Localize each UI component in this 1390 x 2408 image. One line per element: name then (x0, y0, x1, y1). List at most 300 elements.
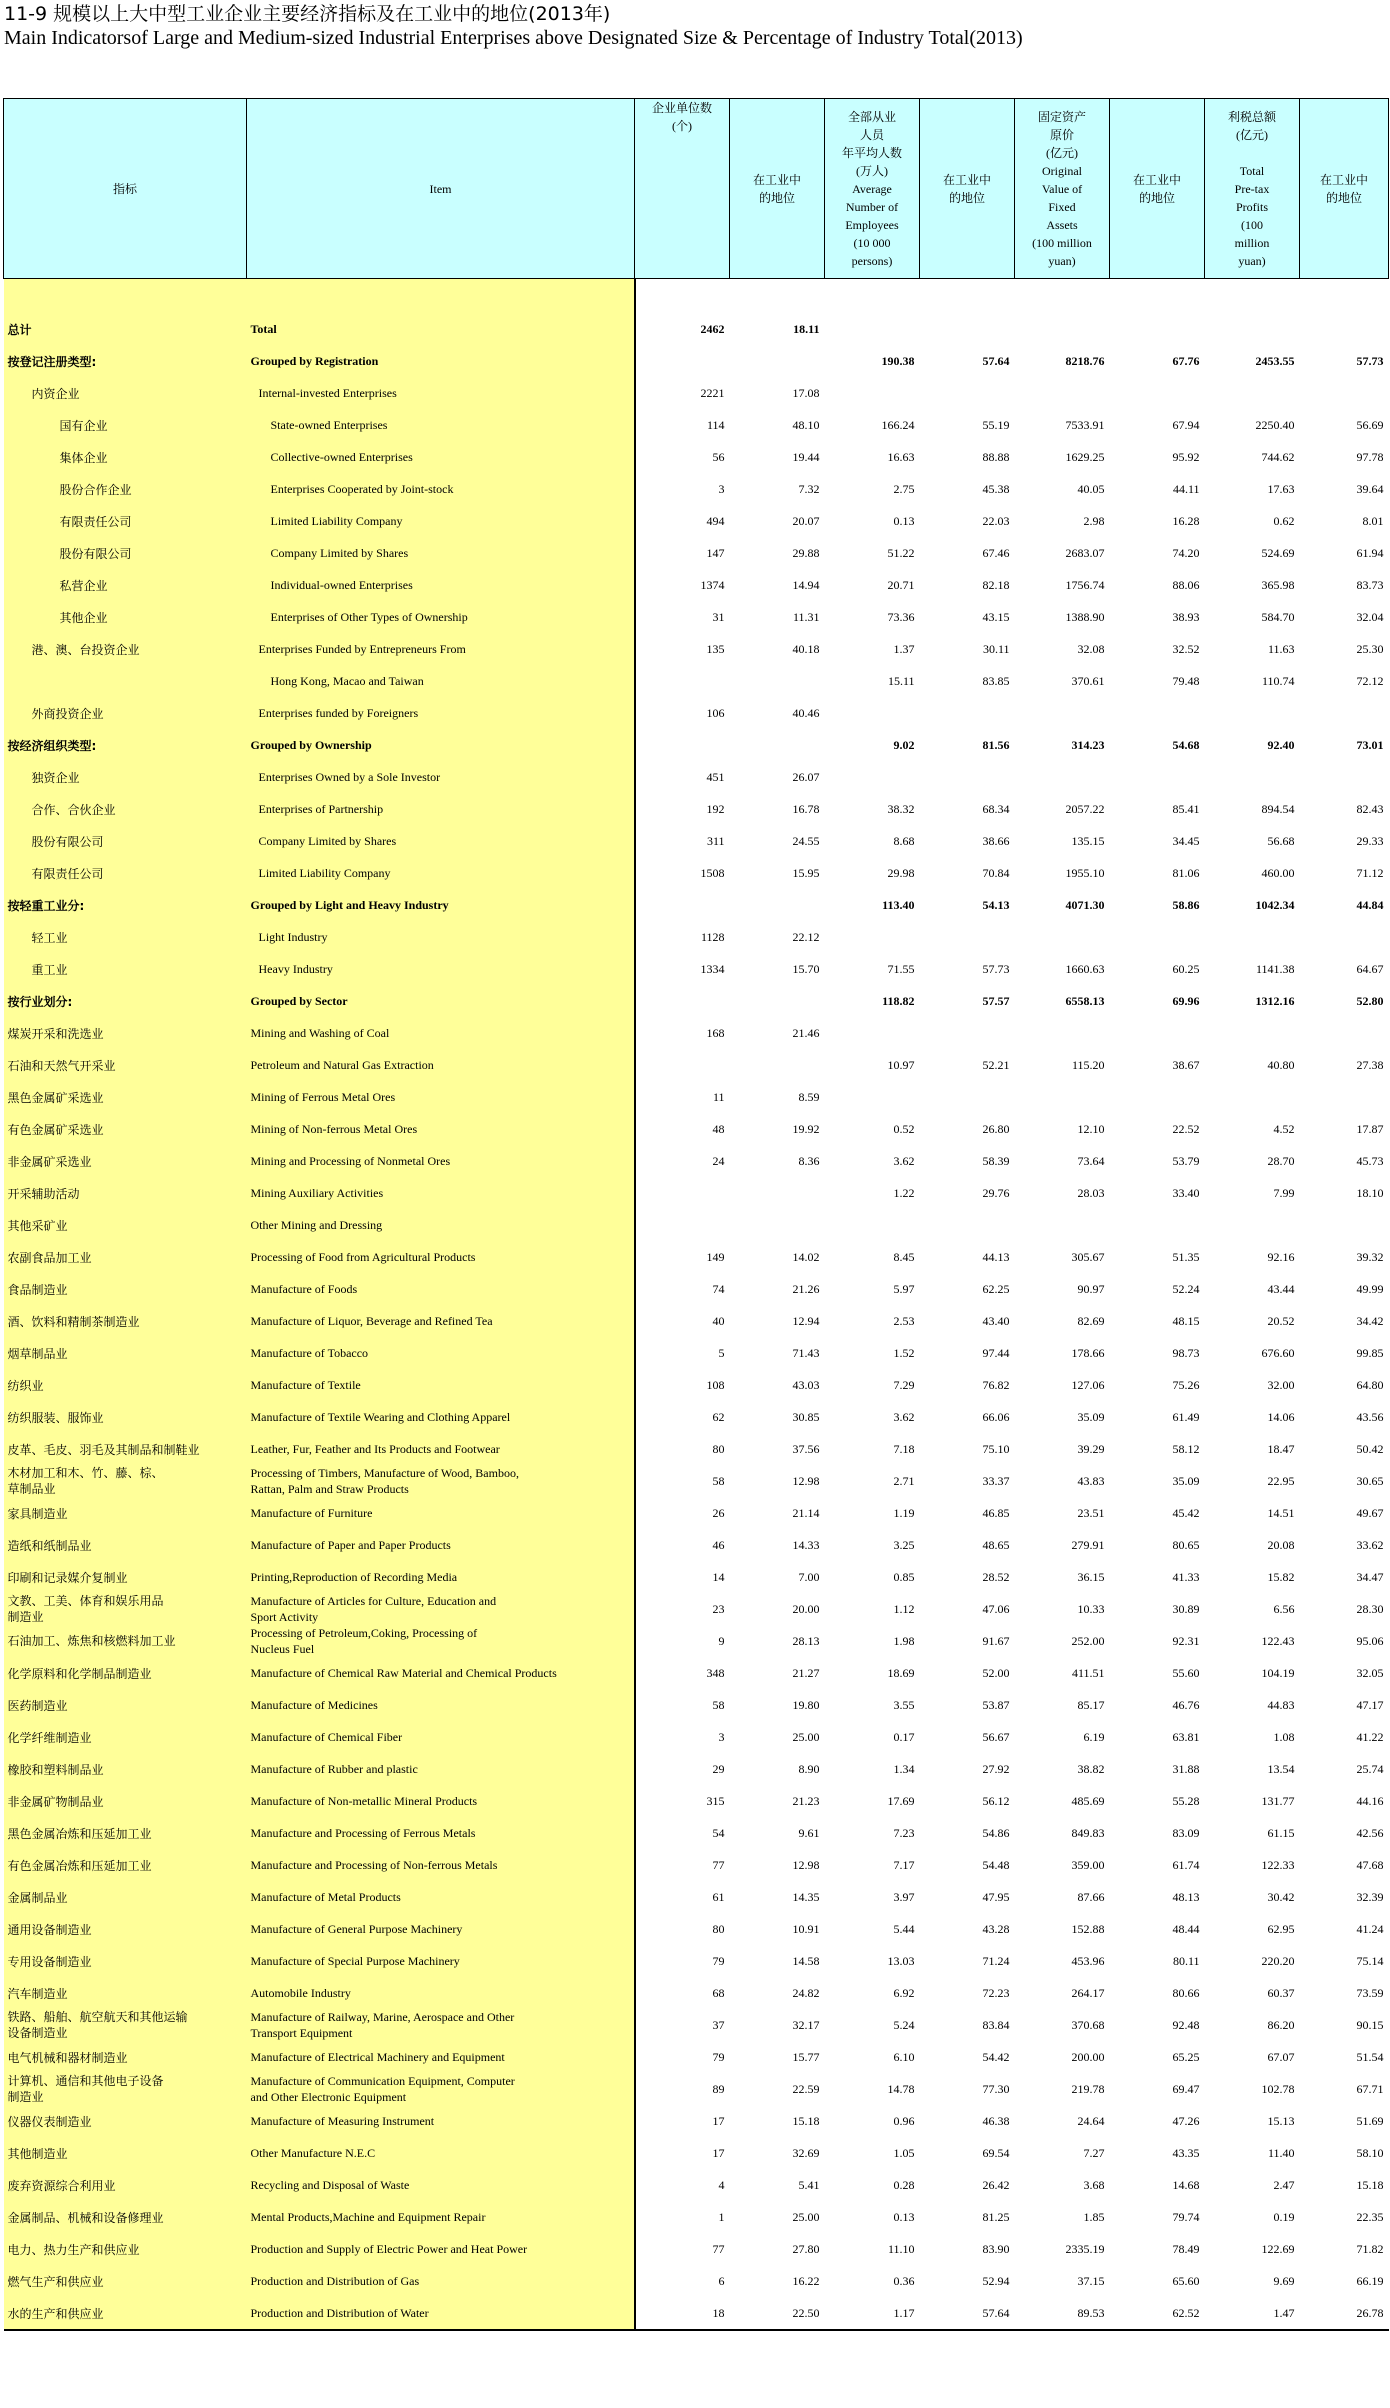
row-label-cn: 食品制造业 (4, 1273, 247, 1305)
row-value: 15.18 (792, 2113, 820, 2128)
row-value: 10.97 (887, 1057, 915, 1072)
row-value: 18.10 (1356, 1185, 1384, 1200)
row-value: 43.40 (982, 1313, 1010, 1328)
row-label-en: Manufacture of Measuring Instrument (247, 2105, 635, 2137)
row-value: 43.28 (982, 1921, 1010, 1936)
table-row (4, 1977, 1389, 2009)
row-value: 1.08 (1273, 1729, 1295, 1744)
row-value: 0.17 (893, 1729, 915, 1744)
row-value: 58 (712, 1697, 725, 1712)
row-value: 0.52 (893, 1121, 915, 1136)
row-value: 131.77 (1261, 1793, 1295, 1808)
row-value: 38.67 (1172, 1057, 1200, 1072)
row-label-cn: 金属制品、机械和设备修理业 (4, 2201, 247, 2233)
row-value: 9.61 (798, 1825, 820, 1840)
row-label-en: Company Limited by Shares (247, 537, 635, 569)
row-value: 17.08 (792, 385, 820, 400)
row-value: 3.62 (893, 1153, 915, 1168)
row-value: 44.16 (1356, 1793, 1384, 1808)
row-label-cn: 印刷和记录媒介复制业 (4, 1561, 247, 1593)
row-value: 14.68 (1172, 2177, 1200, 2192)
row-value (635, 1049, 730, 1081)
row-value: 0.96 (893, 2113, 915, 2128)
row-value: 3.25 (893, 1537, 915, 1552)
row-label-en: Manufacture of Chemical Fiber (247, 1721, 635, 1753)
row-value: 1955.10 (1065, 865, 1105, 880)
row-label-en: Leather, Fur, Feather and Its Products and Footwear (247, 1433, 635, 1465)
table-row (4, 601, 1389, 633)
row-value (825, 377, 920, 409)
row-value (920, 1017, 1015, 1049)
row-value (825, 313, 920, 345)
row-value: 45.38 (982, 481, 1010, 496)
row-value (1015, 313, 1110, 345)
row-label-cn: 煤炭开采和洗选业 (4, 1017, 247, 1049)
row-value: 0.13 (893, 2209, 915, 2224)
row-value: 40.18 (792, 641, 820, 656)
row-value: 14.35 (792, 1889, 820, 1904)
row-value: 80 (712, 1441, 725, 1456)
row-label-cn: 石油加工、炼焦和核燃料加工业 (4, 1625, 247, 1657)
row-value: 29.33 (1356, 833, 1384, 848)
row-value: 69.96 (1172, 993, 1200, 1008)
table-row (4, 1561, 1389, 1593)
row-value (1110, 313, 1205, 345)
row-value: 21.23 (792, 1793, 820, 1808)
row-value: 40.05 (1077, 481, 1105, 496)
header-item-en-text: Item (429, 181, 452, 196)
row-value: 1374 (700, 577, 725, 592)
row-label-cn: 内资企业 (4, 377, 247, 409)
row-label-en: Manufacture of Paper and Paper Products (247, 1529, 635, 1561)
table-row (4, 1785, 1389, 1817)
row-value: 62.95 (1267, 1921, 1295, 1936)
row-value: 77 (712, 1857, 725, 1872)
row-value: 90.97 (1077, 1281, 1105, 1296)
row-value (920, 761, 1015, 793)
row-value: 279.91 (1071, 1537, 1105, 1552)
row-value: 75.26 (1172, 1377, 1200, 1392)
row-value (920, 697, 1015, 729)
row-value: 37.56 (792, 1441, 820, 1456)
table-row (4, 1721, 1389, 1753)
row-value: 370.68 (1071, 2017, 1105, 2032)
row-label-cn: 非金属矿采选业 (4, 1145, 247, 1177)
row-value: 79 (712, 1953, 725, 1968)
row-value: 1 (718, 2209, 725, 2224)
row-label-cn: 造纸和纸制品业 (4, 1529, 247, 1561)
row-value: 81.56 (982, 737, 1010, 752)
row-value: 82.69 (1077, 1313, 1105, 1328)
table-row (4, 1465, 1389, 1497)
row-value: 36.15 (1077, 1569, 1105, 1584)
row-value: 3 (718, 1729, 725, 1744)
page-title-en: Main Indicatorsof Large and Medium-sized Industrial Enterprises above Designated Size & Percentage of Industry Total(2013) (4, 27, 1023, 49)
row-value (1015, 921, 1110, 953)
table-row (4, 1337, 1389, 1369)
row-value: 86.20 (1267, 2017, 1295, 2032)
row-value: 2683.07 (1065, 545, 1105, 560)
row-label-en: Production and Distribution of Gas (247, 2265, 635, 2297)
row-value: 147 (706, 545, 725, 560)
page-header (0, 0, 1390, 50)
row-label-en: Manufacture of Textile Wearing and Clothing Apparel (247, 1401, 635, 1433)
row-value: 0.13 (893, 513, 915, 528)
row-label-cn: 有色金属冶炼和压延加工业 (4, 1849, 247, 1881)
row-value: 7.23 (893, 1825, 915, 1840)
row-value: 22.03 (982, 513, 1010, 528)
row-label-en: Enterprises of Partnership (247, 793, 635, 825)
row-value: 14.06 (1267, 1409, 1295, 1424)
row-value: 10.91 (792, 1921, 820, 1936)
row-value: 12.98 (792, 1473, 820, 1488)
row-value: 315 (706, 1793, 725, 1808)
row-label-cn: 农副食品加工业 (4, 1241, 247, 1273)
row-value: 29.88 (792, 545, 820, 560)
row-value: 11.10 (887, 2241, 915, 2256)
row-value: 30.65 (1356, 1473, 1384, 1488)
row-value: 83.85 (982, 673, 1010, 688)
table-row (4, 441, 1389, 473)
row-value: 20.00 (792, 1601, 820, 1616)
row-label-en: Manufacture of Furniture (247, 1497, 635, 1529)
row-label-en: Manufacture of Tobacco (247, 1337, 635, 1369)
row-value (635, 1209, 730, 1241)
row-value: 1334 (700, 961, 725, 976)
row-value: 69.47 (1172, 2081, 1200, 2096)
row-value: 18 (635, 2297, 730, 2330)
table-row (4, 793, 1389, 825)
row-value: 52.24 (1172, 1281, 1200, 1296)
row-value: 22.12 (792, 929, 820, 944)
table-row (4, 1241, 1389, 1273)
row-label-en: Manufacture and Processing of Non-ferrous Metals (247, 1849, 635, 1881)
row-value: 122.43 (1261, 1633, 1295, 1648)
row-label-cn: 总计 (4, 313, 247, 345)
row-value: 48.10 (792, 417, 820, 432)
row-value (730, 1177, 825, 1209)
row-value: 81.06 (1172, 865, 1200, 880)
row-value: 8.68 (893, 833, 915, 848)
row-value: 12.10 (1077, 1121, 1105, 1136)
row-value: 53.79 (1172, 1153, 1200, 1168)
table-row (4, 1081, 1389, 1113)
row-value: 8.01 (1362, 513, 1384, 528)
row-value: 20.71 (887, 577, 915, 592)
row-label-en: State-owned Enterprises (247, 409, 635, 441)
row-label-en: Collective-owned Enterprises (247, 441, 635, 473)
row-value: 2462 (700, 321, 725, 336)
row-value: 3.62 (893, 1409, 915, 1424)
table-row (4, 2297, 1389, 2330)
row-label-en: Printing,Reproduction of Recording Media (247, 1561, 635, 1593)
row-value: 0.62 (1273, 513, 1295, 528)
table-row (4, 409, 1389, 441)
row-label-cn (4, 665, 247, 697)
row-value (1205, 1017, 1300, 1049)
table-row (4, 1593, 1389, 1625)
row-value: 22.50 (730, 2297, 825, 2330)
row-label-cn: 水的生产和供应业 (4, 2297, 247, 2330)
row-value: 25.00 (792, 1729, 820, 1744)
row-label-en: Recycling and Disposal of Waste (247, 2169, 635, 2201)
row-value: 34.45 (1172, 833, 1200, 848)
row-value: 51.22 (887, 545, 915, 560)
row-label-en: Manufacture of Articles for Culture, Education and Sport Activity (247, 1593, 635, 1625)
row-value: 13.03 (887, 1953, 915, 1968)
row-label-cn: 私营企业 (4, 569, 247, 601)
row-value: 38.32 (887, 801, 915, 816)
row-value: 39.32 (1356, 1249, 1384, 1264)
row-value: 52.94 (982, 2273, 1010, 2288)
row-value: 72.12 (1356, 673, 1384, 688)
row-value: 83.73 (1356, 577, 1384, 592)
row-value: 104.19 (1261, 1665, 1295, 1680)
row-value: 15.70 (792, 961, 820, 976)
row-value: 15.77 (792, 2049, 820, 2064)
row-value: 9 (718, 1633, 725, 1648)
table-row (4, 1817, 1389, 1849)
row-value: 30.85 (792, 1409, 820, 1424)
row-value: 71.55 (887, 961, 915, 976)
row-value: 21.27 (792, 1665, 820, 1680)
row-value: 47.17 (1356, 1697, 1384, 1712)
table-row (4, 1209, 1389, 1241)
row-value: 24.55 (792, 833, 820, 848)
row-value: 192 (706, 801, 725, 816)
row-value: 41.33 (1172, 1569, 1200, 1584)
header-assets-status: 在工业中 的地位 (1110, 99, 1205, 279)
row-value: 51.54 (1356, 2049, 1384, 2064)
row-value: 7.17 (893, 1857, 915, 1872)
row-value: 11.40 (1267, 2145, 1295, 2160)
row-value (1205, 313, 1300, 345)
row-value: 71.82 (1356, 2241, 1384, 2256)
row-value: 365.98 (1261, 577, 1295, 592)
row-value: 49.99 (1356, 1281, 1384, 1296)
row-value: 54.42 (982, 2049, 1010, 2064)
row-value: 62.52 (1110, 2297, 1205, 2330)
table-row (4, 537, 1389, 569)
row-value: 33.37 (982, 1473, 1010, 1488)
row-value: 38.66 (982, 833, 1010, 848)
row-value: 370.61 (1071, 673, 1105, 688)
row-value: 114 (706, 417, 725, 432)
row-value: 69.54 (982, 2145, 1010, 2160)
row-value: 71.24 (982, 1953, 1010, 1968)
row-value: 1128 (700, 929, 725, 944)
row-label-en: Other Mining and Dressing (247, 1209, 635, 1241)
row-label-en: Grouped by Ownership (247, 729, 635, 761)
row-label-cn: 纺织业 (4, 1369, 247, 1401)
table-row (4, 2009, 1389, 2041)
row-value (920, 921, 1015, 953)
row-value: 32.39 (1356, 1889, 1384, 1904)
row-label-en: Grouped by Registration (247, 345, 635, 377)
row-value: 14.33 (792, 1537, 820, 1552)
row-value: 2335.19 (1065, 2241, 1105, 2256)
row-label-en: Manufacture of Communication Equipment, Computer and Other Electronic Equipment (247, 2073, 635, 2105)
row-label-cn: 黑色金属矿采选业 (4, 1081, 247, 1113)
row-value: 23.51 (1077, 1505, 1105, 1520)
row-value: 7.32 (798, 481, 820, 496)
table-row (4, 1529, 1389, 1561)
row-value: 15.95 (792, 865, 820, 880)
row-value: 37.15 (1077, 2273, 1105, 2288)
row-value: 1.05 (893, 2145, 915, 2160)
row-label-en: Enterprises Cooperated by Joint-stock (247, 473, 635, 505)
row-label-cn: 按经济组织类型: (4, 729, 247, 761)
row-value: 79.48 (1172, 673, 1200, 688)
row-value: 676.60 (1261, 1345, 1295, 1360)
row-label-en: Automobile Industry (247, 1977, 635, 2009)
table-row (4, 697, 1389, 729)
row-value: 1042.34 (1255, 897, 1295, 912)
row-value (1015, 761, 1110, 793)
row-value: 30.42 (1267, 1889, 1295, 1904)
row-value: 92.16 (1267, 1249, 1295, 1264)
table-row (4, 665, 1389, 697)
row-value (920, 1209, 1015, 1241)
row-value (1110, 1017, 1205, 1049)
row-value: 73.01 (1356, 737, 1384, 752)
row-value: 74.20 (1172, 545, 1200, 560)
spacer-cell (4, 279, 247, 314)
row-label-en: Manufacture of Liquor, Beverage and Refined Tea (247, 1305, 635, 1337)
row-label-en: Grouped by Light and Heavy Industry (247, 889, 635, 921)
row-value: 305.67 (1071, 1249, 1105, 1264)
row-value: 35.09 (1172, 1473, 1200, 1488)
row-value: 45.73 (1356, 1153, 1384, 1168)
row-value (1300, 1081, 1389, 1113)
row-value: 7533.91 (1065, 417, 1105, 432)
row-label-en: Heavy Industry (247, 953, 635, 985)
row-label-cn: 烟草制品业 (4, 1337, 247, 1369)
row-value: 5 (718, 1345, 725, 1360)
table-row (4, 1657, 1389, 1689)
row-label-cn: 木材加工和木、竹、藤、棕、 草制品业 (4, 1465, 247, 1497)
row-label-en: Mining Auxiliary Activities (247, 1177, 635, 1209)
row-label-cn: 橡胶和塑料制品业 (4, 1753, 247, 1785)
row-label-cn: 轻工业 (4, 921, 247, 953)
table-row (4, 985, 1389, 1017)
row-label-cn: 医药制造业 (4, 1689, 247, 1721)
row-value: 359.00 (1071, 1857, 1105, 1872)
row-value: 22.59 (792, 2081, 820, 2096)
header-profits: 利税总额 (亿元) Total Pre-tax Profits (100 million yuan) (1205, 99, 1300, 279)
row-value: 460.00 (1261, 865, 1295, 880)
row-label-en: Manufacture of Chemical Raw Material and Chemical Products (247, 1657, 635, 1689)
row-value: 26.78 (1300, 2297, 1389, 2330)
row-value (1205, 377, 1300, 409)
row-value: 62.25 (982, 1281, 1010, 1296)
row-value: 12.94 (792, 1313, 820, 1328)
row-value (825, 1081, 920, 1113)
row-value: 122.69 (1261, 2241, 1295, 2256)
row-value: 22.35 (1356, 2209, 1384, 2224)
row-value: 21.46 (792, 1025, 820, 1040)
row-value (1205, 921, 1300, 953)
row-value: 28.52 (982, 1569, 1010, 1584)
table-row (4, 1945, 1389, 1977)
row-value: 17.63 (1267, 481, 1295, 496)
row-value: 22.95 (1267, 1473, 1295, 1488)
row-value: 7.00 (798, 1569, 820, 1584)
row-value (730, 665, 825, 697)
table-row (4, 761, 1389, 793)
row-value: 6.10 (893, 2049, 915, 2064)
row-label-en: Hong Kong, Macao and Taiwan (247, 665, 635, 697)
row-label-cn: 其他采矿业 (4, 1209, 247, 1241)
row-value: 73.64 (1077, 1153, 1105, 1168)
row-value: 78.49 (1172, 2241, 1200, 2256)
row-value: 30.11 (982, 641, 1010, 656)
row-label-cn: 独资企业 (4, 761, 247, 793)
row-value: 95.06 (1356, 1633, 1384, 1648)
row-value (635, 665, 730, 697)
row-value: 115.20 (1071, 1057, 1105, 1072)
row-value (635, 345, 730, 377)
row-label-cn: 铁路、船舶、航空航天和其他运输 设备制造业 (4, 2009, 247, 2041)
row-value: 58.39 (982, 1153, 1010, 1168)
row-label-cn: 石油和天然气开采业 (4, 1049, 247, 1081)
row-label-cn: 燃气生产和供应业 (4, 2265, 247, 2297)
row-value: 19.44 (792, 449, 820, 464)
row-value: 166.24 (881, 417, 915, 432)
table-row (4, 1753, 1389, 1785)
row-value (825, 761, 920, 793)
header-enterprises-status: 在工业中 的地位 (730, 99, 825, 279)
row-value: 80.65 (1172, 1537, 1200, 1552)
row-value (1205, 1081, 1300, 1113)
row-value: 15.13 (1267, 2113, 1295, 2128)
row-value: 32.00 (1267, 1377, 1295, 1392)
row-value: 80.11 (1172, 1953, 1200, 1968)
row-label-en: Manufacture of Medicines (247, 1689, 635, 1721)
row-value: 56 (712, 449, 725, 464)
row-value: 0.19 (1273, 2209, 1295, 2224)
row-value: 1.37 (893, 641, 915, 656)
row-value: 57.73 (1356, 353, 1384, 368)
table-row (4, 1497, 1389, 1529)
row-value: 51.69 (1356, 2113, 1384, 2128)
row-value: 81.25 (982, 2209, 1010, 2224)
row-value: 54.68 (1172, 737, 1200, 752)
row-value: 66.19 (1356, 2273, 1384, 2288)
row-value: 13.54 (1267, 1761, 1295, 1776)
table-row (4, 1145, 1389, 1177)
header-enterprises: 企业单位数 (个) (635, 99, 730, 279)
row-value: 60.25 (1172, 961, 1200, 976)
row-value: 57.73 (982, 961, 1010, 976)
row-value: 88.06 (1172, 577, 1200, 592)
row-value: 14.51 (1267, 1505, 1295, 1520)
row-value: 70.84 (982, 865, 1010, 880)
row-value: 62 (712, 1409, 725, 1424)
table-row (4, 1305, 1389, 1337)
row-value: 50.42 (1356, 1441, 1384, 1456)
row-value (730, 345, 825, 377)
row-label-en: Mining of Non-ferrous Metal Ores (247, 1113, 635, 1145)
row-value: 42.56 (1356, 1825, 1384, 1840)
row-value: 849.83 (1071, 1825, 1105, 1840)
row-value: 485.69 (1071, 1793, 1105, 1808)
row-value: 16.63 (887, 449, 915, 464)
row-label-cn: 仪器仪表制造业 (4, 2105, 247, 2137)
row-label-cn: 股份有限公司 (4, 537, 247, 569)
row-value: 15.11 (887, 673, 915, 688)
row-value (730, 729, 825, 761)
